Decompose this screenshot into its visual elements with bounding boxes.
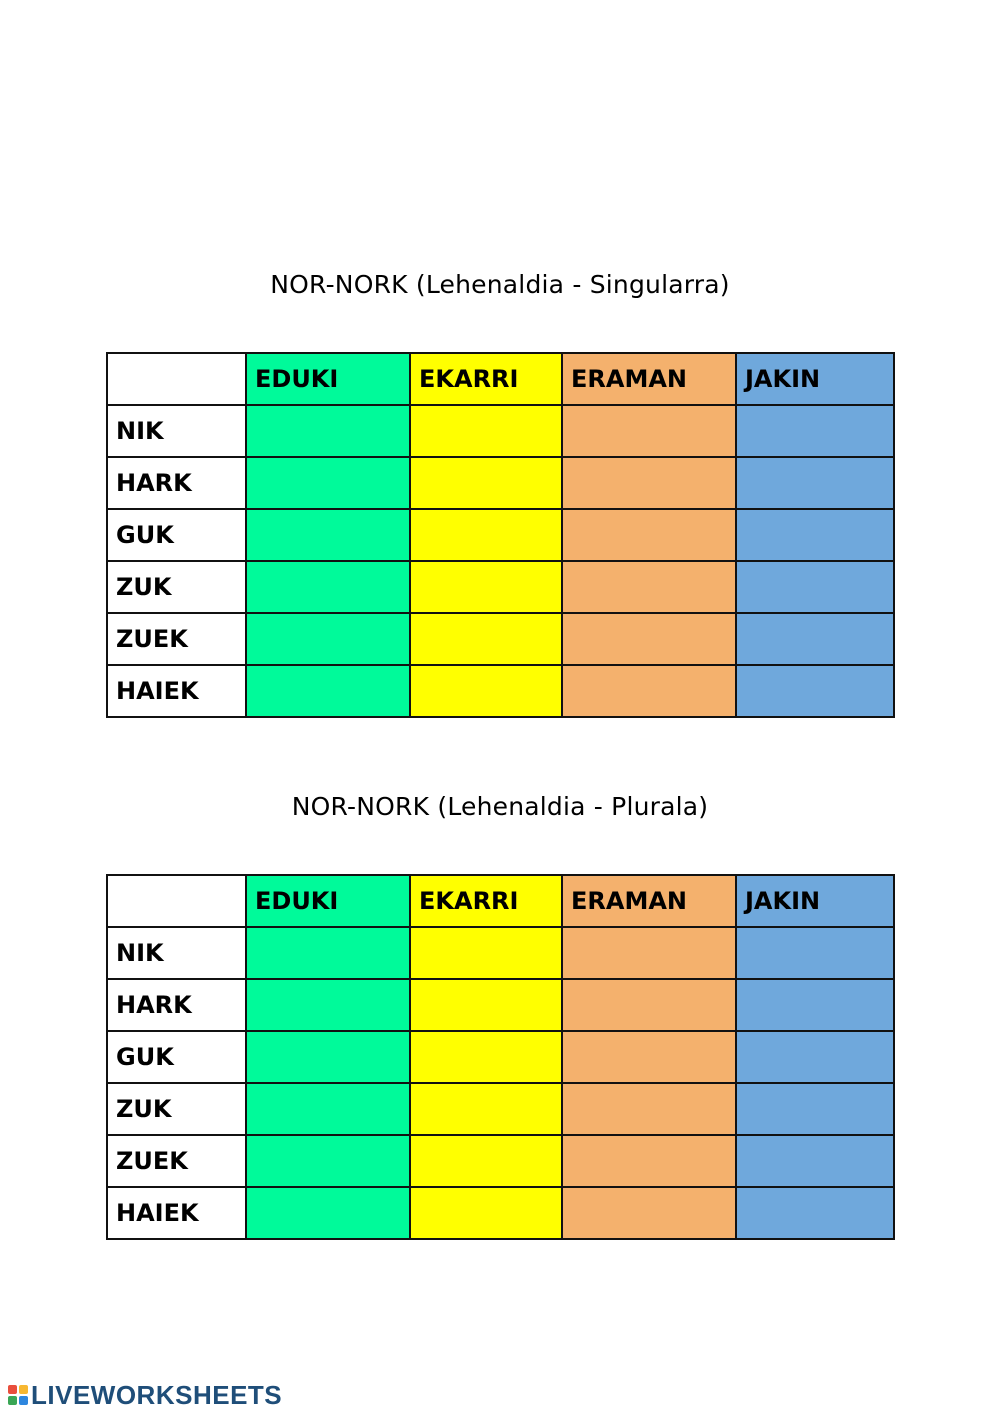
table-row bbox=[107, 1031, 894, 1083]
answer-cell-ekarri[interactable] bbox=[410, 613, 562, 665]
column-header-eraman: ERAMAN bbox=[562, 353, 736, 405]
table-row bbox=[107, 457, 894, 509]
answer-cell-ekarri[interactable] bbox=[410, 405, 562, 457]
row-label-nik: NIK bbox=[107, 927, 246, 979]
column-header-jakin: JAKIN bbox=[736, 353, 894, 405]
table-row bbox=[107, 561, 894, 613]
answer-cell-ekarri[interactable] bbox=[410, 665, 562, 717]
answer-cell-eduki[interactable] bbox=[246, 613, 410, 665]
answer-cell-ekarri[interactable] bbox=[410, 1083, 562, 1135]
answer-cell-ekarri[interactable] bbox=[410, 979, 562, 1031]
conjugation-table-plural bbox=[106, 874, 895, 1240]
row-label-guk: GUK bbox=[107, 509, 246, 561]
row-label-zuk: ZUK bbox=[107, 1083, 246, 1135]
answer-cell-eraman[interactable] bbox=[562, 561, 736, 613]
answer-cell-eduki[interactable] bbox=[246, 405, 410, 457]
logo-square bbox=[19, 1396, 28, 1405]
answer-cell-jakin[interactable] bbox=[736, 665, 894, 717]
row-label-zuk: ZUK bbox=[107, 561, 246, 613]
table-row bbox=[107, 1135, 894, 1187]
row-label-zuek: ZUEK bbox=[107, 613, 246, 665]
answer-cell-ekarri[interactable] bbox=[410, 1135, 562, 1187]
row-label-zuek: ZUEK bbox=[107, 1135, 246, 1187]
corner-cell bbox=[107, 875, 246, 927]
section-title-singular: NOR-NORK (Lehenaldia - Singularra) bbox=[270, 270, 730, 299]
answer-cell-eraman[interactable] bbox=[562, 405, 736, 457]
answer-cell-jakin[interactable] bbox=[736, 1135, 894, 1187]
table-row bbox=[107, 665, 894, 717]
answer-cell-eraman[interactable] bbox=[562, 979, 736, 1031]
table-row bbox=[107, 613, 894, 665]
answer-cell-eraman[interactable] bbox=[562, 613, 736, 665]
answer-cell-eduki[interactable] bbox=[246, 1031, 410, 1083]
answer-cell-jakin[interactable] bbox=[736, 561, 894, 613]
answer-cell-eraman[interactable] bbox=[562, 927, 736, 979]
answer-cell-ekarri[interactable] bbox=[410, 1031, 562, 1083]
column-header-eduki: EDUKI bbox=[246, 353, 410, 405]
row-label-haiek: HAIEK bbox=[107, 1187, 246, 1239]
table-row bbox=[107, 1187, 894, 1239]
answer-cell-jakin[interactable] bbox=[736, 979, 894, 1031]
row-label-nik: NIK bbox=[107, 405, 246, 457]
answer-cell-eduki[interactable] bbox=[246, 927, 410, 979]
row-label-hark: HARK bbox=[107, 457, 246, 509]
column-header-eduki: EDUKI bbox=[246, 875, 410, 927]
table-row bbox=[107, 927, 894, 979]
table-row bbox=[107, 509, 894, 561]
answer-cell-ekarri[interactable] bbox=[410, 509, 562, 561]
answer-cell-ekarri[interactable] bbox=[410, 561, 562, 613]
header-row bbox=[107, 875, 894, 927]
answer-cell-jakin[interactable] bbox=[736, 405, 894, 457]
answer-cell-jakin[interactable] bbox=[736, 457, 894, 509]
answer-cell-ekarri[interactable] bbox=[410, 457, 562, 509]
answer-cell-eduki[interactable] bbox=[246, 665, 410, 717]
answer-cell-eduki[interactable] bbox=[246, 509, 410, 561]
answer-cell-eraman[interactable] bbox=[562, 509, 736, 561]
answer-cell-eraman[interactable] bbox=[562, 665, 736, 717]
logo-square bbox=[19, 1385, 28, 1394]
header-row bbox=[107, 353, 894, 405]
answer-cell-jakin[interactable] bbox=[736, 927, 894, 979]
row-label-haiek: HAIEK bbox=[107, 665, 246, 717]
logo-square bbox=[8, 1385, 17, 1394]
table-row bbox=[107, 405, 894, 457]
answer-cell-eraman[interactable] bbox=[562, 1083, 736, 1135]
table-row bbox=[107, 979, 894, 1031]
answer-cell-jakin[interactable] bbox=[736, 1187, 894, 1239]
row-label-hark: HARK bbox=[107, 979, 246, 1031]
conjugation-table-singular bbox=[106, 352, 895, 718]
table-row bbox=[107, 1083, 894, 1135]
answer-cell-jakin[interactable] bbox=[736, 1083, 894, 1135]
answer-cell-ekarri[interactable] bbox=[410, 927, 562, 979]
liveworksheets-logo-icon bbox=[8, 1385, 28, 1405]
answer-cell-eraman[interactable] bbox=[562, 1187, 736, 1239]
answer-cell-ekarri[interactable] bbox=[410, 1187, 562, 1239]
column-header-eraman: ERAMAN bbox=[562, 875, 736, 927]
column-header-ekarri: EKARRI bbox=[410, 875, 562, 927]
answer-cell-eduki[interactable] bbox=[246, 1083, 410, 1135]
answer-cell-eduki[interactable] bbox=[246, 979, 410, 1031]
logo-square bbox=[8, 1396, 17, 1405]
answer-cell-jakin[interactable] bbox=[736, 1031, 894, 1083]
corner-cell bbox=[107, 353, 246, 405]
column-header-jakin: JAKIN bbox=[736, 875, 894, 927]
answer-cell-eduki[interactable] bbox=[246, 1135, 410, 1187]
answer-cell-eduki[interactable] bbox=[246, 561, 410, 613]
logo-text: LIVEWORKSHEETS bbox=[31, 1379, 283, 1410]
answer-cell-jakin[interactable] bbox=[736, 613, 894, 665]
section-title-plural: NOR-NORK (Lehenaldia - Plurala) bbox=[291, 792, 709, 821]
answer-cell-eraman[interactable] bbox=[562, 457, 736, 509]
answer-cell-eduki[interactable] bbox=[246, 1187, 410, 1239]
answer-cell-eraman[interactable] bbox=[562, 1031, 736, 1083]
answer-cell-jakin[interactable] bbox=[736, 509, 894, 561]
liveworksheets-logo bbox=[8, 1380, 282, 1410]
answer-cell-eraman[interactable] bbox=[562, 1135, 736, 1187]
answer-cell-eduki[interactable] bbox=[246, 457, 410, 509]
row-label-guk: GUK bbox=[107, 1031, 246, 1083]
column-header-ekarri: EKARRI bbox=[410, 353, 562, 405]
